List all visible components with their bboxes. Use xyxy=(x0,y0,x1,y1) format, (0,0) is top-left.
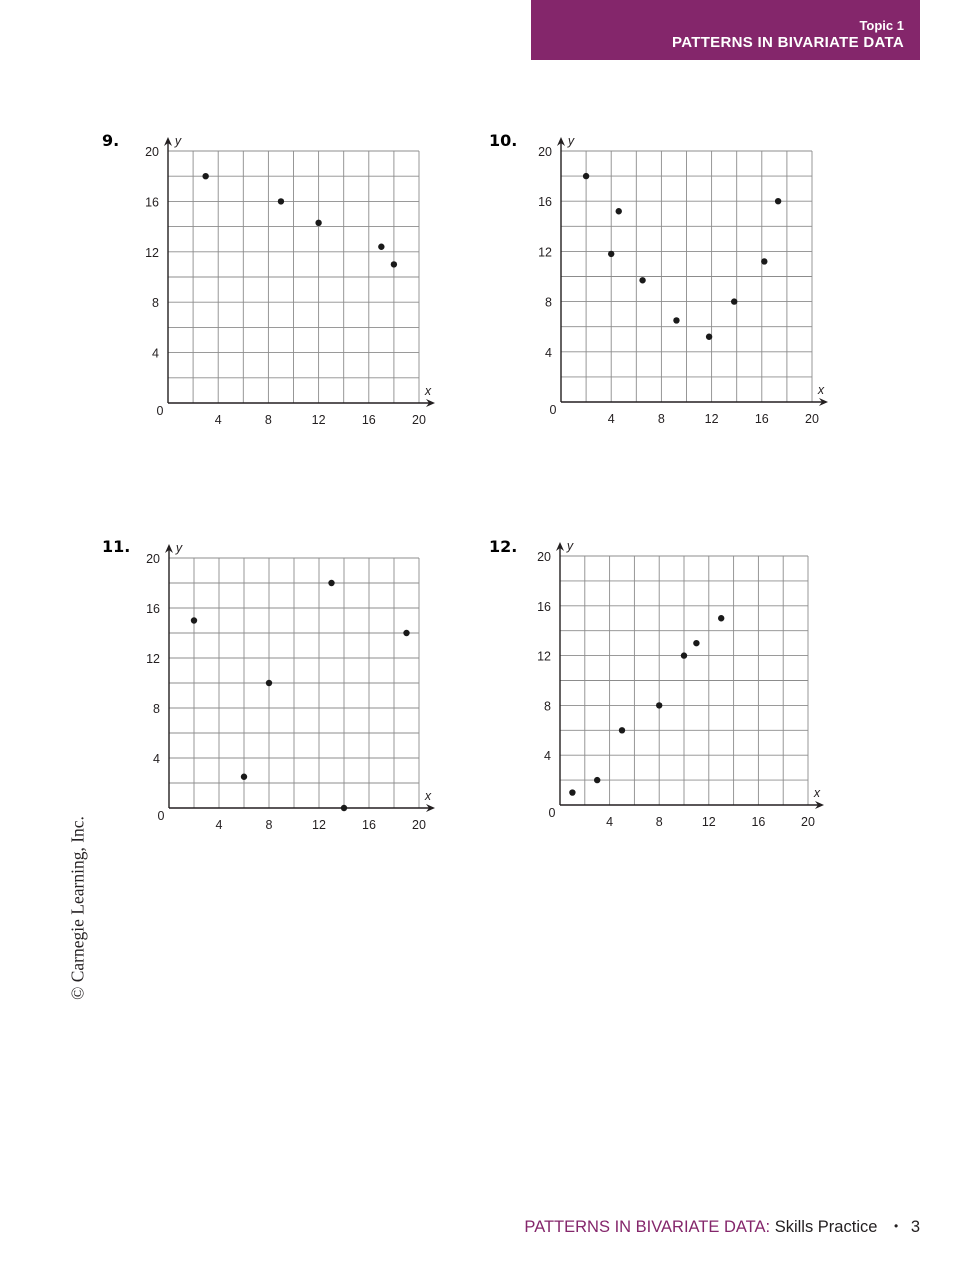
x-tick-label: 12 xyxy=(701,815,716,829)
y-tick-label: 12 xyxy=(538,245,552,260)
problem-number-9: 9. xyxy=(102,131,120,150)
page-number: 3 xyxy=(910,1218,920,1236)
y-tick-label: 20 xyxy=(146,552,160,566)
x-tick-label: 20 xyxy=(801,815,815,829)
y-tick-label: 8 xyxy=(152,296,159,311)
x-tick-label: 8 xyxy=(264,413,272,427)
topic-label: Topic 1 xyxy=(859,18,904,33)
y-tick-label: 4 xyxy=(544,749,551,764)
data-point xyxy=(391,261,397,267)
data-point xyxy=(266,680,272,686)
x-tick-label: 4 xyxy=(214,413,222,427)
x-axis-label: x xyxy=(817,383,825,397)
data-point xyxy=(608,251,614,257)
data-point xyxy=(731,298,737,304)
x-axis-label: x xyxy=(424,384,432,398)
x-tick-label: 12 xyxy=(704,412,719,426)
y-axis-label: y xyxy=(566,539,574,553)
y-tick-label: 20 xyxy=(145,145,159,159)
data-point xyxy=(202,173,208,179)
x-axis-label: x xyxy=(813,786,821,800)
x-tick-label: 20 xyxy=(412,818,426,832)
x-tick-label: 20 xyxy=(412,413,426,427)
x-tick-label: 4 xyxy=(607,412,615,426)
data-point xyxy=(616,208,622,214)
x-axis-label: x xyxy=(424,789,432,803)
origin-label: 0 xyxy=(156,404,164,418)
x-tick-label: 4 xyxy=(606,815,614,829)
data-point xyxy=(761,258,767,264)
x-tick-label: 16 xyxy=(362,818,376,832)
x-tick-label: 8 xyxy=(655,815,663,829)
data-point xyxy=(693,640,699,646)
data-point xyxy=(775,198,781,204)
data-point xyxy=(718,615,724,621)
scatter-plot-2 xyxy=(538,134,828,426)
y-tick-label: 20 xyxy=(538,145,552,159)
y-tick-label: 16 xyxy=(537,599,551,614)
footer-topic: PATTERNS IN BIVARIATE DATA: xyxy=(524,1218,771,1236)
origin-label: 0 xyxy=(548,806,556,820)
y-tick-label: 16 xyxy=(145,195,159,210)
x-tick-label: 16 xyxy=(754,412,769,426)
y-axis-label: y xyxy=(174,134,182,148)
y-tick-label: 16 xyxy=(146,602,160,616)
x-tick-label: 16 xyxy=(361,413,376,427)
y-tick-label: 4 xyxy=(153,752,160,766)
data-point xyxy=(673,317,679,323)
data-point xyxy=(378,244,384,250)
footer-bullet: • xyxy=(894,1219,899,1233)
page-footer xyxy=(524,1218,920,1237)
scatter-plot-4 xyxy=(537,539,824,829)
problem-number-11: 11. xyxy=(102,537,131,556)
y-tick-label: 12 xyxy=(145,245,159,260)
y-tick-label: 4 xyxy=(545,345,552,360)
problem-number-12: 12. xyxy=(489,537,518,556)
data-point xyxy=(639,277,645,283)
origin-label: 0 xyxy=(157,809,165,823)
scatter-plot-3 xyxy=(146,541,435,832)
data-point xyxy=(569,789,575,795)
origin-label: 0 xyxy=(549,403,557,417)
data-point xyxy=(656,702,662,708)
data-point xyxy=(341,805,347,811)
data-point xyxy=(594,777,600,783)
x-tick-label: 8 xyxy=(265,818,273,832)
x-tick-label: 20 xyxy=(805,412,819,426)
data-point xyxy=(315,220,321,226)
y-tick-label: 8 xyxy=(544,699,551,714)
data-point xyxy=(706,334,712,340)
data-point xyxy=(403,630,409,636)
data-point xyxy=(619,727,625,733)
data-point xyxy=(191,617,197,623)
copyright-notice: © Carnegie Learning, Inc. xyxy=(67,816,88,1000)
y-tick-label: 8 xyxy=(545,295,552,310)
y-tick-label: 20 xyxy=(537,550,551,564)
x-tick-label: 12 xyxy=(312,818,326,832)
problem-number-10: 10. xyxy=(489,131,518,150)
data-point xyxy=(241,774,247,780)
data-point xyxy=(278,198,284,204)
x-tick-label: 4 xyxy=(215,818,223,832)
y-tick-label: 16 xyxy=(538,195,552,210)
y-tick-label: 4 xyxy=(152,346,159,361)
data-point xyxy=(583,173,589,179)
y-axis-label: y xyxy=(567,134,575,148)
data-point xyxy=(681,652,687,658)
data-point xyxy=(328,580,334,586)
y-tick-label: 12 xyxy=(146,652,160,666)
y-tick-label: 12 xyxy=(537,649,551,664)
y-axis-label: y xyxy=(175,541,183,555)
scatter-plot-1 xyxy=(145,134,435,427)
x-tick-label: 16 xyxy=(751,815,766,829)
footer-section: Skills Practice xyxy=(774,1218,878,1236)
x-tick-label: 8 xyxy=(657,412,665,426)
topic-title: PATTERNS IN BIVARIATE DATA xyxy=(672,34,904,51)
y-tick-label: 8 xyxy=(153,702,160,716)
x-tick-label: 12 xyxy=(311,413,326,427)
